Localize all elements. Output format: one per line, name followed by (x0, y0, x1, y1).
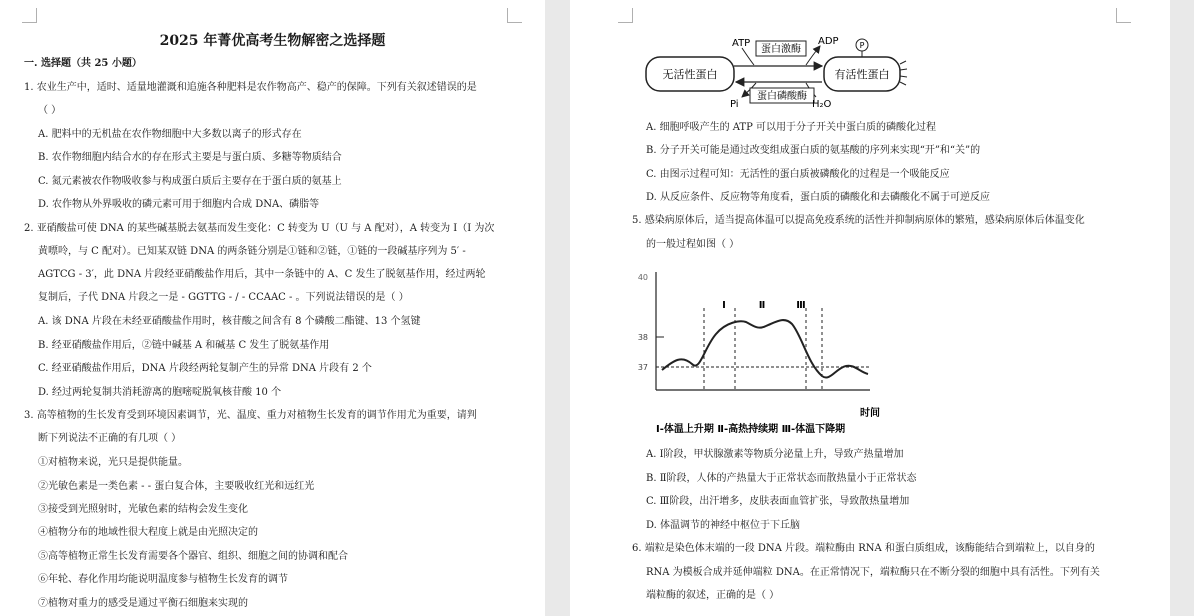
section-heading: 一. 选择题（共 25 小题） (24, 58, 142, 69)
statement-line: ③接受到光照射时，光敏色素的结构会发生变化 (38, 504, 248, 515)
question-line: 复制后，子代 DNA 片段之一是 - GGTTG - / - CCAAC - 。下列说法错误的是（ ） (38, 292, 409, 303)
option-line: D. 农作物从外界吸收的磷元素可用于细胞内合成 DNA、磷脂等 (38, 199, 320, 210)
phosphate-label: P (859, 41, 865, 50)
inactive-protein-label: 无活性蛋白 (662, 68, 718, 81)
right-page (570, 0, 1170, 616)
x-axis-label: 时间 (860, 408, 880, 419)
option-line: C. 氮元素被农作物吸收参与构成蛋白质后主要存在于蛋白质的氨基上 (38, 176, 342, 187)
atp-arrow (742, 48, 754, 65)
phosphate-mark (856, 39, 868, 57)
y-tick-label: 38 (637, 333, 648, 342)
page-corner-mark (507, 8, 522, 23)
option-line: D. 经过两轮复制共消耗游离的胞嘧啶脱氧核苷酸 10 个 (38, 387, 282, 398)
active-protein-label: 有活性蛋白 (834, 68, 890, 81)
option-line: A. 该 DNA 片段在未经亚硝酸盐作用时，核苷酸之间含有 8 个磷酸二酯键、13 个氢键 (38, 316, 421, 327)
phosphatase-label: 蛋白磷酸酶 (757, 91, 807, 102)
question-line: 断下列说法不正确的有几项（ ） (38, 433, 182, 444)
question-line: 2. 亚硝酸盐可使 DNA 的某些碱基脱去氨基而发生变化：C 转变为 U（U 与 A 配对），A 转变为 I（I 为次 (24, 223, 495, 234)
protein-switch-diagram (570, 0, 1170, 110)
temperature-curve (662, 320, 868, 377)
question-line: （ ） (38, 105, 62, 116)
option-line: B. 农作物细胞内结合水的存在形式主要是与蛋白质、多糖等物质结合 (38, 152, 342, 163)
question-line: RNA 为模板合成并延伸端粒 DNA。在正常情况下，端粒酶只在不断分裂的细胞中具有活性。下列有关 (646, 567, 1100, 578)
statement-line: ②光敏色素是一类色素 - - 蛋白复合体，主要吸收红光和远红光 (38, 481, 315, 492)
option-line: D. 从反应条件、反应物等角度看，蛋白质的磷酸化和去磷酸化不属于可逆反应 (646, 192, 991, 203)
atp-label: ATP (732, 38, 751, 49)
stage-legend: Ⅰ-体温上升期 Ⅱ-高热持续期 Ⅲ-体温下降期 (656, 424, 846, 435)
kinase-label: 蛋白激酶 (761, 44, 801, 55)
option-line: A. 细胞呼吸产生的 ATP 可以用于分子开关中蛋白质的磷酸化过程 (646, 122, 937, 133)
option-line: B. 分子开关可能是通过改变组成蛋白质的氨基酸的序列来实现“开”和“关”的 (646, 145, 981, 156)
stage-label: Ⅰ (722, 300, 726, 311)
spike-marks (900, 61, 907, 85)
question-line: 6. 端粒是染色体末端的一段 DNA 片段。端粒酶由 RNA 和蛋白质组成，该酶能结合到端粒上，以自身的 (632, 543, 1095, 554)
y-tick-label: 40 (637, 273, 648, 282)
document-title: 2025 年菁优高考生物解密之选择题 (159, 33, 386, 49)
h2o-label: H₂O (812, 99, 832, 110)
question-line: 5. 感染病原体后，适当提高体温可以提高免疫系统的活性并抑制病原体的繁殖，感染病原体后体温变化 (632, 215, 1085, 226)
statement-line: ①对植物来说，光只是提供能量。 (38, 457, 188, 468)
option-line: A. 肥料中的无机盐在农作物细胞中大多数以离子的形式存在 (38, 129, 302, 140)
stage-label: Ⅱ (758, 300, 766, 311)
question-line: 1. 农业生产中，适时、适量地灌溉和追施各种肥料是农作物高产、稳产的保障。下列有关叙述错误的是 (24, 82, 477, 93)
page-corner-mark (22, 8, 37, 23)
body-temperature-chart (570, 260, 1170, 440)
adp-arrow (806, 46, 820, 65)
option-line: C. 由图示过程可知：无活性的蛋白质被磷酸化的过程是一个吸能反应 (646, 169, 950, 180)
statement-line: ⑥年轮、春化作用均能说明温度参与植物生长发育的调节 (38, 574, 288, 585)
adp-label: ADP (818, 36, 839, 47)
option-line: C. 经亚硝酸盐作用后，DNA 片段经两轮复制产生的异常 DNA 片段有 2 个 (38, 363, 372, 374)
option-line: D. 体温调节的神经中枢位于下丘脑 (646, 520, 801, 531)
stage-label: Ⅲ (796, 300, 806, 311)
question-line: 黄嘌呤，与 C 配对）。已知某双链 DNA 的两条链分别是①链和②链，①链的一段碱基序列为 5′ - (38, 246, 466, 257)
question-line: AGTCG - 3′，此 DNA 片段经亚硝酸盐作用后，其中一条链中的 A、C 发生了脱氨基作用，经过两轮 (38, 269, 486, 280)
question-line: 的一般过程如图（ ） (646, 239, 740, 250)
statement-line: ④植物分布的地域性很大程度上就是由光照决定的 (38, 527, 258, 538)
statement-line: ⑦植物对重力的感受是通过平衡石细胞来实现的 (38, 598, 248, 609)
y-tick-label: 37 (637, 363, 648, 372)
option-line: C. Ⅲ阶段，出汗增多，皮肤表面血管扩张，导致散热量增加 (646, 496, 910, 507)
left-page (0, 0, 545, 616)
option-line: B. Ⅱ阶段，人体的产热量大于正常状态而散热量小于正常状态 (646, 473, 917, 484)
pi-label: Pi (730, 99, 739, 110)
option-line: B. 经亚硝酸盐作用后，②链中碱基 A 和碱基 C 发生了脱氨基作用 (38, 340, 330, 351)
question-line: 端粒酶的叙述，正确的是（ ） (646, 590, 780, 601)
statement-line: ⑤高等植物正常生长发育需要各个器官、组织、细胞之间的协调和配合 (38, 551, 348, 562)
option-line: A. Ⅰ阶段，甲状腺激素等物质分泌量上升，导致产热量增加 (646, 449, 904, 460)
question-line: 3. 高等植物的生长发育受到环境因素调节，光、温度、重力对植物生长发育的调节作用尤为重要，请判 (24, 410, 477, 421)
